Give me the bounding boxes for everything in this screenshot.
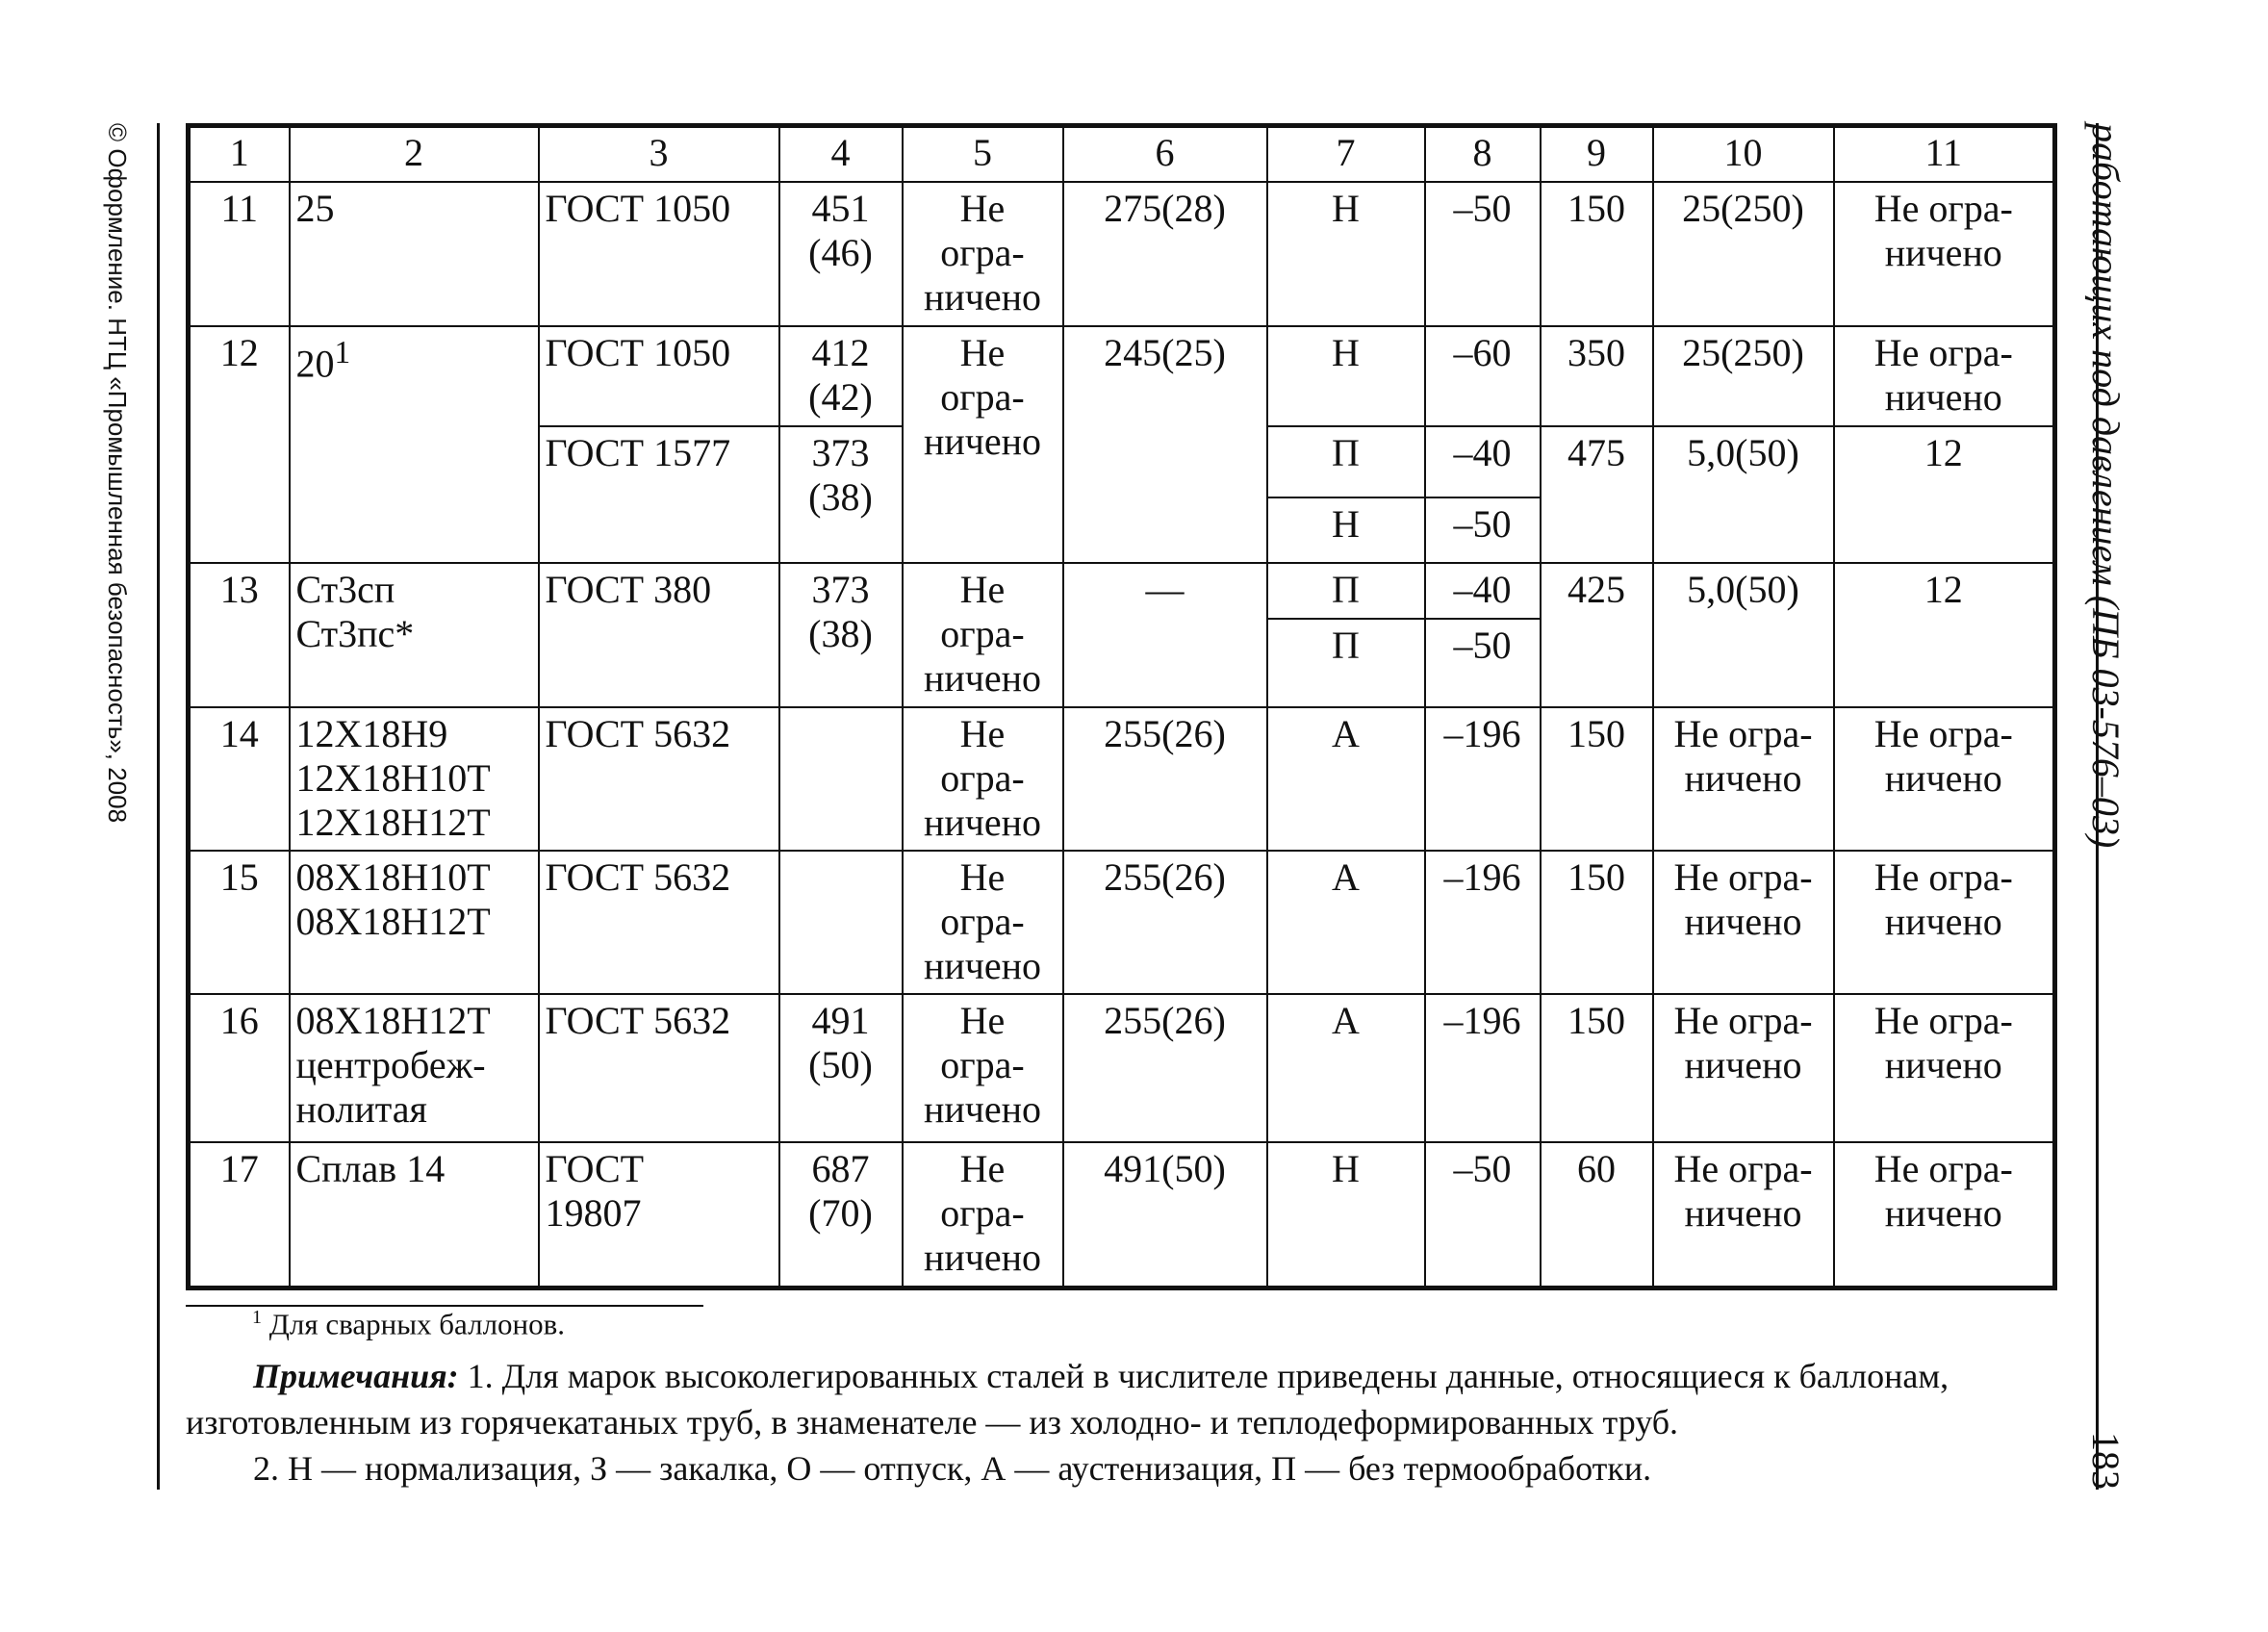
cell-temperature: –40 (1425, 426, 1541, 497)
cell-heat-treatment: Н (1267, 182, 1425, 326)
cell-value: 687 (70) (779, 1142, 903, 1288)
cell-value: Не огра- ничено (903, 994, 1063, 1142)
cell-temperature: –50 (1425, 182, 1541, 326)
cell-value: Не огра- ничено (1653, 994, 1834, 1142)
steel-grade-text: 20 (295, 341, 335, 385)
cell-value: 25(250) (1653, 326, 1834, 426)
column-header: 2 (290, 126, 539, 182)
cell-value: 150 (1541, 182, 1653, 326)
cell-value: 150 (1541, 707, 1653, 851)
cell-value: 491(50) (1063, 1142, 1267, 1288)
footnote-text: Для сварных баллонов. (262, 1307, 566, 1341)
cell-standard: ГОСТ 5632 (539, 707, 779, 851)
cell-value: 255(26) (1063, 707, 1267, 851)
cell-value: 5,0(50) (1653, 563, 1834, 707)
cell-value: Не огра- ничено (1653, 1142, 1834, 1288)
notes-block (186, 1353, 2057, 1492)
cell-value: 25(250) (1653, 182, 1834, 326)
cell-value: Не огра- ничено (1834, 1142, 2055, 1288)
column-header: 3 (539, 126, 779, 182)
cell-heat-treatment: Н (1267, 497, 1425, 563)
page-number: 183 (2084, 1432, 2128, 1490)
cell-value: Не огра- ничено (1834, 182, 2055, 326)
cell-standard: ГОСТ 1050 (539, 182, 779, 326)
column-header: 1 (189, 126, 290, 182)
note-2: 2. Н — нормализация, З — закалка, О — отпуск, А — аустенизация, П — без термообработки. (253, 1449, 1652, 1488)
cell-value: Не огра- ничено (903, 326, 1063, 563)
cell-value: 60 (1541, 1142, 1653, 1288)
cell-value: 255(26) (1063, 851, 1267, 994)
table-row (189, 1142, 2055, 1288)
running-title: работающих под давлением (ПБ 03-576–03) (2084, 123, 2128, 849)
column-header: 4 (779, 126, 903, 182)
cell-temperature: –50 (1425, 1142, 1541, 1288)
cell-number: 14 (189, 707, 290, 851)
cell-number: 13 (189, 563, 290, 707)
cell-steel-grade: Ст3сп Ст3пс* (290, 563, 539, 707)
cell-value: Не огра- ничено (903, 1142, 1063, 1288)
cell-value: 451 (46) (779, 182, 903, 326)
cell-value: 5,0(50) (1653, 426, 1834, 563)
cell-value: Не огра- ничено (1834, 994, 2055, 1142)
copyright-notice: © Оформление. НТЦ «Промышленная безопасность», 2008 (103, 123, 132, 824)
cell-number: 15 (189, 851, 290, 994)
cell-steel-grade: Сплав 14 (290, 1142, 539, 1288)
cell-value: Не огра- ничено (1653, 851, 1834, 994)
cell-value: Не огра- ничено (1834, 851, 2055, 994)
cell-value: Не огра- ничено (1834, 326, 2055, 426)
notes-label: Примечания: (253, 1357, 459, 1395)
footnote-mark: 1 (334, 334, 351, 370)
cell-number: 17 (189, 1142, 290, 1288)
column-header: 11 (1834, 126, 2055, 182)
cell-value: 150 (1541, 994, 1653, 1142)
cell-value: Не огра- ничено (903, 182, 1063, 326)
materials-table (186, 123, 2057, 1290)
cell-value: Не огра- ничено (903, 851, 1063, 994)
cell-temperature: –50 (1425, 619, 1541, 707)
cell-temperature: –196 (1425, 707, 1541, 851)
cell-heat-treatment: П (1267, 426, 1425, 497)
column-header: 10 (1653, 126, 1834, 182)
cell-value: 245(25) (1063, 326, 1267, 563)
cell-value: 373 (38) (779, 563, 903, 707)
cell-steel-grade: 08Х18Н12Т центробеж- нолитая (290, 994, 539, 1142)
note-1-text: 1. Для марок высоколегированных сталей в числителе приведены данные, относящиеся к баллонам, изготовленным из горячекатаных труб, в знаменателе — из холодно- и теплодеформированных труб. (186, 1357, 1949, 1441)
cell-value: Не огра- ничено (1834, 707, 2055, 851)
column-header: 6 (1063, 126, 1267, 182)
cell-standard: ГОСТ 1050 (539, 326, 779, 426)
cell-number: 12 (189, 326, 290, 563)
cell-heat-treatment: А (1267, 851, 1425, 994)
cell-standard: ГОСТ 380 (539, 563, 779, 707)
cell-value: 425 (1541, 563, 1653, 707)
footnote-mark: 1 (252, 1307, 262, 1328)
cell-value: 275(28) (1063, 182, 1267, 326)
column-header: 5 (903, 126, 1063, 182)
cell-value: 491 (50) (779, 994, 903, 1142)
cell-temperature: –50 (1425, 497, 1541, 563)
cell-value: Не огра- ничено (903, 563, 1063, 707)
cell-value: Не огра- ничено (1653, 707, 1834, 851)
column-header: 8 (1425, 126, 1541, 182)
cell-standard: ГОСТ 19807 (539, 1142, 779, 1288)
cell-heat-treatment: П (1267, 563, 1425, 619)
cell-steel-grade: 12Х18Н9 12Х18Н10Т 12Х18Н12Т (290, 707, 539, 851)
cell-value: 475 (1541, 426, 1653, 563)
footnote (252, 1307, 565, 1341)
cell-value: — (1063, 563, 1267, 707)
cell-value: 12 (1834, 426, 2055, 563)
cell-standard: ГОСТ 5632 (539, 851, 779, 994)
table-row (189, 994, 2055, 1142)
cell-number: 11 (189, 182, 290, 326)
cell-standard: ГОСТ 5632 (539, 994, 779, 1142)
table-row (189, 326, 2055, 426)
note-1 (186, 1353, 2057, 1445)
column-header: 7 (1267, 126, 1425, 182)
cell-heat-treatment: А (1267, 994, 1425, 1142)
cell-temperature: –40 (1425, 563, 1541, 619)
cell-heat-treatment: Н (1267, 1142, 1425, 1288)
cell-temperature: –196 (1425, 851, 1541, 994)
cell-number: 16 (189, 994, 290, 1142)
cell-value: 150 (1541, 851, 1653, 994)
cell-value (779, 707, 903, 851)
cell-temperature: –196 (1425, 994, 1541, 1142)
cell-value (779, 851, 903, 994)
cell-standard: ГОСТ 1577 (539, 426, 779, 563)
cell-heat-treatment: Н (1267, 326, 1425, 426)
table-row (189, 563, 2055, 619)
cell-steel-grade: 25 (290, 182, 539, 326)
cell-heat-treatment: П (1267, 619, 1425, 707)
cell-value: 412 (42) (779, 326, 903, 426)
table-row (189, 182, 2055, 326)
table-row (189, 851, 2055, 994)
column-header: 9 (1541, 126, 1653, 182)
left-margin-rule (157, 123, 160, 1490)
table-header-row (189, 126, 2055, 182)
table-row (189, 707, 2055, 851)
cell-value: 350 (1541, 326, 1653, 426)
cell-temperature: –60 (1425, 326, 1541, 426)
cell-value: 12 (1834, 563, 2055, 707)
cell-steel-grade (290, 326, 539, 563)
cell-value: Не огра- ничено (903, 707, 1063, 851)
cell-heat-treatment: А (1267, 707, 1425, 851)
cell-value: 373 (38) (779, 426, 903, 563)
cell-value: 255(26) (1063, 994, 1267, 1142)
cell-steel-grade: 08Х18Н10Т 08Х18Н12Т (290, 851, 539, 994)
